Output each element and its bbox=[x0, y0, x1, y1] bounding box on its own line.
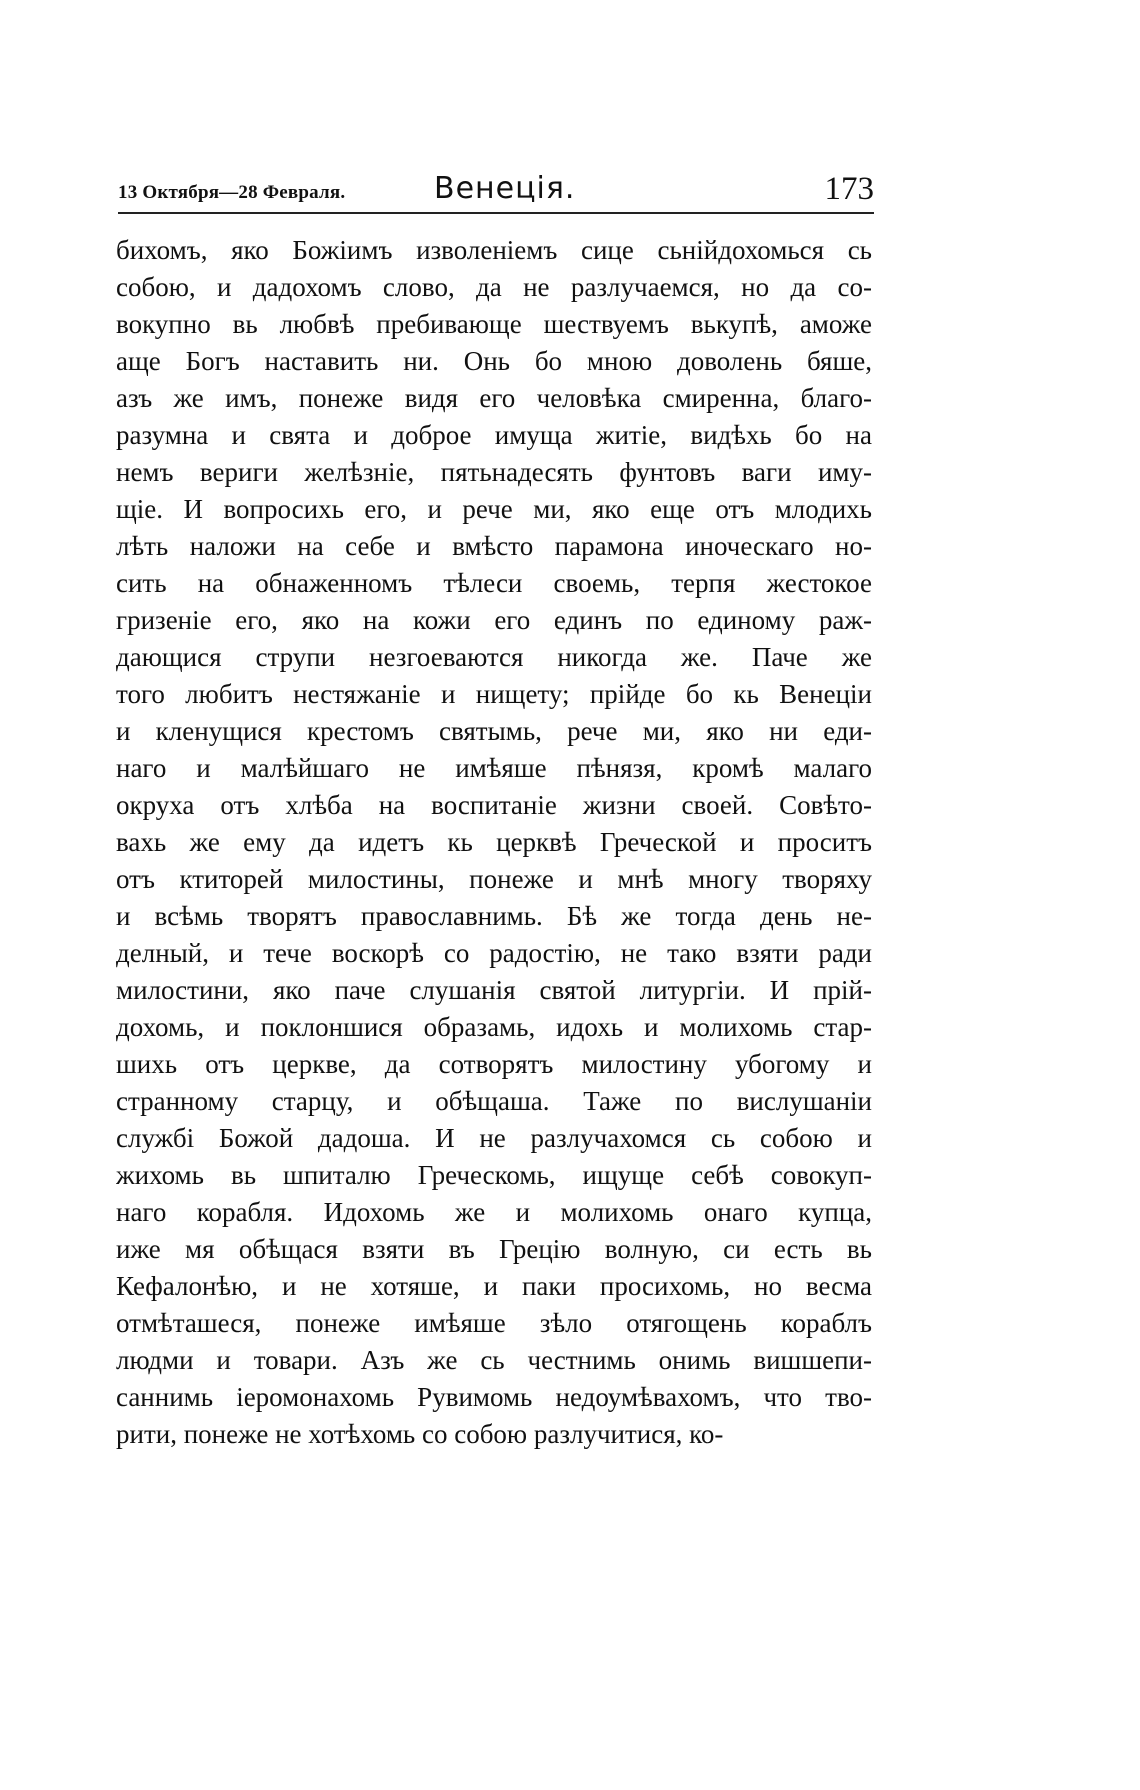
text-line: и кленущися крестомъ святымь, рече ми, яко ни еди- bbox=[116, 716, 872, 746]
text-line: гризеніе его, яко на кожи его единъ по единому раж- bbox=[116, 605, 872, 635]
text-line: дохомь, и поклоншися образамь, идохь и молихомь стар- bbox=[116, 1012, 872, 1042]
text-line: службі Божой дадоша. И не разлучахомся сь собою и bbox=[116, 1123, 872, 1153]
text-line: саннимь іеромонахомь Рувимомь недоумѣвахомъ, что тво- bbox=[116, 1382, 872, 1412]
text-line: немъ вериги желѣзніе, пятьнадесять фунтовъ ваги иму- bbox=[116, 457, 872, 487]
text-line: Кефалонѣю, и не хотяше, и паки просихомь, но весма bbox=[116, 1271, 872, 1301]
text-line: того любитъ нестяжаніе и нищету; прійде бо кь Венеціи bbox=[116, 679, 872, 709]
text-line: азъ же имъ, понеже видя его человѣка смиренна, благо- bbox=[116, 383, 872, 413]
text-line: и всѣмь творятъ православнимь. Бѣ же тогда день не- bbox=[116, 901, 872, 931]
text-line: собою, и дадохомъ слово, да не разлучаемся, но да со- bbox=[116, 272, 872, 302]
header-title: Венеція. bbox=[434, 171, 576, 206]
text-line: иже мя обѣщася взяти въ Грецію волную, си есть вь bbox=[116, 1234, 872, 1264]
text-line: людми и товари. Азъ же сь честнимь онимь вишшепи- bbox=[116, 1345, 872, 1375]
text-line: наго и малѣйшаго не имѣяше пѣнязя, кромѣ малаго bbox=[116, 753, 872, 783]
text-line: вокупно вь любвѣ пребивающе шествуемъ вькупѣ, аможе bbox=[116, 309, 872, 339]
text-line: щіе. И вопросихь его, и рече ми, яко еще отъ млодихь bbox=[116, 494, 872, 524]
body-text bbox=[116, 232, 872, 1453]
text-line: разумна и свята и доброе имуща житіе, видѣхь бо на bbox=[116, 420, 872, 450]
text-line: вахь же ему да идетъ кь церквѣ Греческой и проситъ bbox=[116, 827, 872, 857]
header-date-range: 13 Октября—28 Февраля. bbox=[118, 182, 346, 203]
text-line: дающися струпи незгоеваются никогда же. Паче же bbox=[116, 642, 872, 672]
text-line: отъ ктиторей милостины, понеже и мнѣ многу творяху bbox=[116, 864, 872, 894]
text-line: аще Богъ наставить ни. Онь бо мною доволень бяше, bbox=[116, 346, 872, 376]
text-line: окруха отъ хлѣба на воспитаніе жизни своей. Совѣто- bbox=[116, 790, 872, 820]
text-line: бихомъ, яко Божіимъ изволеніемъ сице сьнійдохомься сь bbox=[116, 235, 872, 265]
running-header bbox=[118, 162, 874, 214]
text-line: лѣть наложи на себе и вмѣсто парамона иноческаго но- bbox=[116, 531, 872, 561]
text-line: жихомь вь шпиталю Греческомь, ищуще себѣ совокуп- bbox=[116, 1160, 872, 1190]
page-number: 173 bbox=[824, 171, 874, 207]
text-line: странному старцу, и обѣщаша. Таже по вислушаніи bbox=[116, 1086, 872, 1116]
text-line: шихь отъ церкве, да сотворятъ милостину убогому и bbox=[116, 1049, 872, 1079]
text-line: милостини, яко паче слушанія святой литургіи. И прій- bbox=[116, 975, 872, 1005]
text-line: отмѣташеся, понеже имѣяше зѣло отягощень кораблъ bbox=[116, 1308, 872, 1338]
text-line: сить на обнаженномъ тѣлеси своемь, терпя жестокое bbox=[116, 568, 872, 598]
text-line: наго корабля. Идохомь же и молихомь онаго купца, bbox=[116, 1197, 872, 1227]
text-line: делный, и тече воскорѣ со радостію, не тако взяти ради bbox=[116, 938, 872, 968]
text-line: рити, понеже не хотѣхомь со собою разлучитися, ко- bbox=[116, 1419, 724, 1449]
